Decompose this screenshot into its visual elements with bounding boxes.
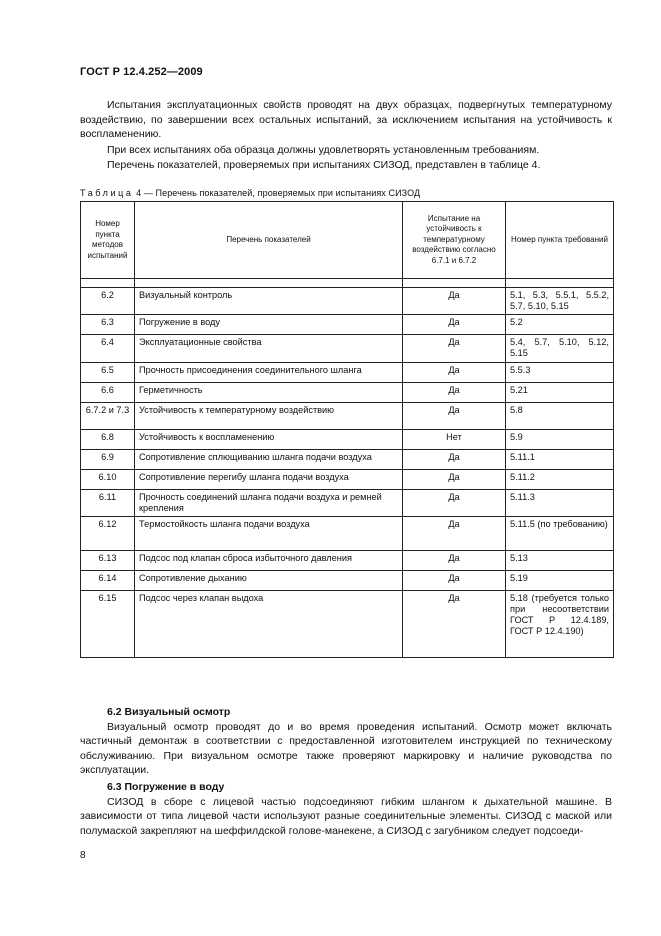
cell-indicator: Подсос под клапан сброса избыточного давления bbox=[135, 551, 403, 571]
intro-paragraph: Перечень показателей, проверяемых при испытаниях СИЗОД, представлен в таблице 4. bbox=[107, 159, 541, 171]
cell-requirement: 5.9 bbox=[506, 430, 614, 450]
table-row bbox=[81, 315, 614, 335]
cell-indicator: Герметичность bbox=[135, 383, 403, 403]
cell-thermal: Да bbox=[403, 335, 506, 363]
cell-method: 6.2 bbox=[81, 288, 135, 315]
section-heading: 6.3 Погружение в воду bbox=[107, 781, 225, 793]
table-caption-prefix: Таблица bbox=[80, 188, 134, 198]
table-row bbox=[81, 288, 614, 315]
cell-method: 6.9 bbox=[81, 450, 135, 470]
cell-indicator: Прочность присоединения соединительного шланга bbox=[135, 363, 403, 383]
cell-requirement: 5.21 bbox=[506, 383, 614, 403]
intro-paragraph: При всех испытаниях оба образца должны удовлетворять установленным требованиям. bbox=[107, 143, 540, 156]
table-row bbox=[81, 517, 614, 551]
cell-requirement: 5.4, 5.7, 5.10, 5.12, 5.15 bbox=[506, 335, 614, 363]
cell-thermal: Да bbox=[403, 288, 506, 315]
table-row bbox=[81, 470, 614, 490]
standard-header: ГОСТ Р 12.4.252—2009 bbox=[80, 66, 203, 78]
section-heading: 6.2 Визуальный осмотр bbox=[107, 706, 231, 718]
cell-thermal: Да bbox=[403, 571, 506, 591]
header-thermal-test: Испытание на устойчивость к температурному воздействию согласно 6.7.1 и 6.7.2 bbox=[403, 202, 506, 279]
cell-thermal: Да bbox=[403, 450, 506, 470]
table-row bbox=[81, 383, 614, 403]
section-text: Визуальный осмотр проводят до и во время проведения испытаний. Осмотр может включать частичный демонтаж в соответствии с предоставленной изготовителем инструкцией по техническому обслуживанию. При визуальном осмотре также проверяют маркировку и наличие руководства по эксплуатации. bbox=[80, 720, 612, 776]
table-row bbox=[81, 551, 614, 571]
table-spacer-row bbox=[81, 279, 614, 288]
cell-indicator: Подсос через клапан выдоха bbox=[135, 591, 403, 658]
section-water-immersion bbox=[80, 780, 612, 838]
table-row bbox=[81, 591, 614, 658]
table-header-row bbox=[81, 202, 614, 279]
header-method-number: Номер пункта методов испытаний bbox=[81, 202, 135, 279]
cell-thermal: Да bbox=[403, 383, 506, 403]
cell-requirement: 5.13 bbox=[506, 551, 614, 571]
cell-method: 6.13 bbox=[81, 551, 135, 571]
cell-method: 6.4 bbox=[81, 335, 135, 363]
cell-method: 6.3 bbox=[81, 315, 135, 335]
cell-requirement: 5.11.2 bbox=[506, 470, 614, 490]
cell-thermal: Да bbox=[403, 363, 506, 383]
cell-requirement: 5.8 bbox=[506, 403, 614, 430]
cell-thermal: Да bbox=[403, 490, 506, 517]
cell-indicator: Термостойкость шланга подачи воздуха bbox=[135, 517, 403, 551]
table-row bbox=[81, 403, 614, 430]
cell-method: 6.8 bbox=[81, 430, 135, 450]
cell-requirement: 5.2 bbox=[506, 315, 614, 335]
cell-indicator: Прочность соединений шланга подачи воздуха и ремней крепления bbox=[135, 490, 403, 517]
cell-method: 6.12 bbox=[81, 517, 135, 551]
cell-thermal: Да bbox=[403, 470, 506, 490]
cell-indicator: Визуальный контроль bbox=[135, 288, 403, 315]
cell-indicator: Эксплуатационные свойства bbox=[135, 335, 403, 363]
cell-indicator: Устойчивость к воспламенению bbox=[135, 430, 403, 450]
table-row bbox=[81, 335, 614, 363]
cell-indicator: Погружение в воду bbox=[135, 315, 403, 335]
cell-thermal: Да bbox=[403, 403, 506, 430]
cell-method: 6.6 bbox=[81, 383, 135, 403]
cell-method: 6.5 bbox=[81, 363, 135, 383]
intro-text bbox=[80, 98, 612, 174]
cell-requirement: 5.19 bbox=[506, 571, 614, 591]
indicators-table bbox=[80, 201, 614, 658]
cell-thermal: Да bbox=[403, 315, 506, 335]
table-caption bbox=[80, 188, 420, 198]
table-row bbox=[81, 490, 614, 517]
cell-requirement: 5.11.5 (по требованию) bbox=[506, 517, 614, 551]
cell-requirement: 5.11.3 bbox=[506, 490, 614, 517]
cell-requirement: 5.11.1 bbox=[506, 450, 614, 470]
cell-requirement: 5.5.3 bbox=[506, 363, 614, 383]
cell-thermal: Да bbox=[403, 517, 506, 551]
table-caption-text: 4 — Перечень показателей, проверяемых при испытаниях СИЗОД bbox=[136, 188, 421, 198]
cell-method: 6.15 bbox=[81, 591, 135, 658]
cell-thermal: Да bbox=[403, 591, 506, 658]
cell-method: 6.10 bbox=[81, 470, 135, 490]
cell-method: 6.11 bbox=[81, 490, 135, 517]
header-indicators: Перечень показателей bbox=[135, 202, 403, 279]
cell-method: 6.7.2 и 7.3 bbox=[81, 403, 135, 430]
cell-indicator: Сопротивление дыханию bbox=[135, 571, 403, 591]
cell-requirement: 5.18 (требуется только при несоответствии ГОСТ Р 12.4.189, ГОСТ Р 12.4.190) bbox=[506, 591, 614, 658]
cell-indicator: Сопротивление перегибу шланга подачи воздуха bbox=[135, 470, 403, 490]
section-visual-inspection bbox=[80, 705, 612, 778]
table-row bbox=[81, 450, 614, 470]
table-row bbox=[81, 430, 614, 450]
table-row bbox=[81, 571, 614, 591]
section-text: СИЗОД в сборе с лицевой частью подсоединяют гибким шлангом к дыхательной машине. В зависимости от типа лицевой части используют разные соединительные элементы. СИЗОД с маской или полумаской закрепляют на шеффилдской голове-манекене, а СИЗОД с загубником следует подсоеди- bbox=[80, 795, 612, 837]
cell-thermal: Да bbox=[403, 551, 506, 571]
intro-paragraph: Испытания эксплуатационных свойств проводят на двух образцах, подвергнутых температурному воздействию, по завершении всех остальных испытаний, за исключением испытания на устойчивость к воспламенению. bbox=[80, 99, 612, 140]
cell-method: 6.14 bbox=[81, 571, 135, 591]
cell-requirement: 5.1, 5.3, 5.5.1, 5.5.2, 5.7, 5.10, 5.15 bbox=[506, 288, 614, 315]
cell-indicator: Сопротивление сплющиванию шланга подачи воздуха bbox=[135, 450, 403, 470]
cell-indicator: Устойчивость к температурному воздействию bbox=[135, 403, 403, 430]
header-requirement-number: Номер пункта требований bbox=[506, 202, 614, 279]
page-number: 8 bbox=[80, 850, 86, 861]
table-row bbox=[81, 363, 614, 383]
cell-thermal: Нет bbox=[403, 430, 506, 450]
